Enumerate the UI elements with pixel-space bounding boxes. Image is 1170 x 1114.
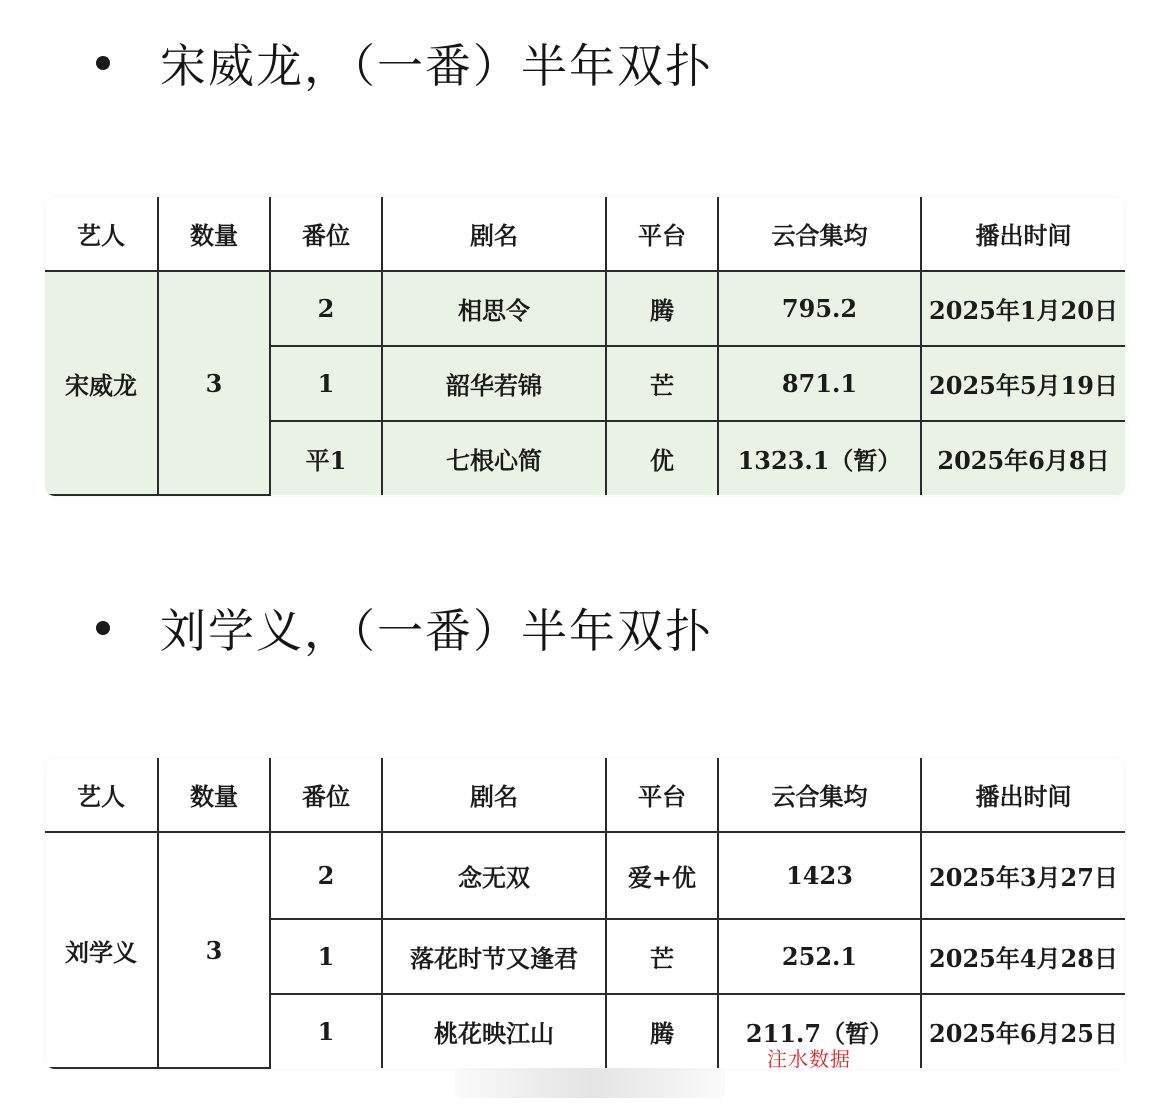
cell-rank: 平1 [270, 421, 382, 495]
cell-platform: 腾 [606, 994, 718, 1068]
cell-platform: 腾 [606, 271, 718, 346]
cell-rank: 1 [270, 346, 382, 421]
cell-artist: 刘学义 [45, 832, 158, 1068]
bullet-icon [96, 56, 110, 70]
cell-platform: 芒 [606, 919, 718, 994]
cell-title: 落花时节又逢君 [382, 919, 606, 994]
cell-rank: 1 [270, 919, 382, 994]
cell-date: 2025年3月27日 [921, 832, 1125, 919]
heading-text: 宋威龙，（一番）半年双扑 [160, 39, 713, 93]
cell-date: 2025年6月8日 [921, 421, 1125, 495]
col-header-date: 播出时间 [921, 758, 1125, 832]
table-row [45, 271, 1125, 346]
cell-date: 2025年5月19日 [921, 346, 1125, 421]
cell-date: 2025年4月28日 [921, 919, 1125, 994]
cell-rank: 2 [270, 271, 382, 346]
col-header-count: 数量 [158, 758, 270, 832]
section-heading-2 [90, 595, 713, 661]
annotation-label: 注水数据 [767, 1047, 851, 1071]
col-header-artist: 艺人 [45, 758, 158, 832]
table-header-row [45, 197, 1125, 271]
cell-date: 2025年6月25日 [921, 994, 1125, 1068]
cell-avg: 871.1 [718, 346, 921, 421]
col-header-title: 剧名 [382, 197, 606, 271]
col-header-rank: 番位 [270, 197, 382, 271]
section-heading-1 [90, 30, 713, 96]
cell-platform: 芒 [606, 346, 718, 421]
col-header-artist: 艺人 [45, 197, 158, 271]
cell-avg: 1423 [718, 832, 921, 919]
cell-platform: 优 [606, 421, 718, 495]
cell-artist: 宋威龙 [45, 271, 158, 495]
col-header-avg: 云合集均 [718, 197, 921, 271]
table-song-weilong [45, 197, 1125, 496]
cell-count: 3 [158, 832, 270, 1068]
table-row [45, 832, 1125, 919]
col-header-title: 剧名 [382, 758, 606, 832]
cell-title: 桃花映江山 [382, 994, 606, 1068]
heading-text: 刘学义，（一番）半年双扑 [160, 604, 713, 658]
cell-title: 相思令 [382, 271, 606, 346]
col-header-platform: 平台 [606, 758, 718, 832]
cell-avg: 1323.1（暂） [718, 421, 921, 495]
cell-count: 3 [158, 271, 270, 495]
cell-rank: 2 [270, 832, 382, 919]
table-liu-xueyi [45, 758, 1125, 1069]
col-header-date: 播出时间 [921, 197, 1125, 271]
col-header-count: 数量 [158, 197, 270, 271]
col-header-platform: 平台 [606, 197, 718, 271]
cell-platform: 爱+优 [606, 832, 718, 919]
bullet-icon [96, 621, 110, 635]
watermark [455, 1068, 725, 1098]
table-header-row [45, 758, 1125, 832]
col-header-rank: 番位 [270, 758, 382, 832]
cell-avg: 795.2 [718, 271, 921, 346]
cell-title: 念无双 [382, 832, 606, 919]
cell-title: 七根心简 [382, 421, 606, 495]
col-header-avg: 云合集均 [718, 758, 921, 832]
cell-rank: 1 [270, 994, 382, 1068]
cell-avg: 252.1 [718, 919, 921, 994]
cell-avg: 211.7（暂） [718, 994, 921, 1068]
cell-title: 韶华若锦 [382, 346, 606, 421]
cell-date: 2025年1月20日 [921, 271, 1125, 346]
